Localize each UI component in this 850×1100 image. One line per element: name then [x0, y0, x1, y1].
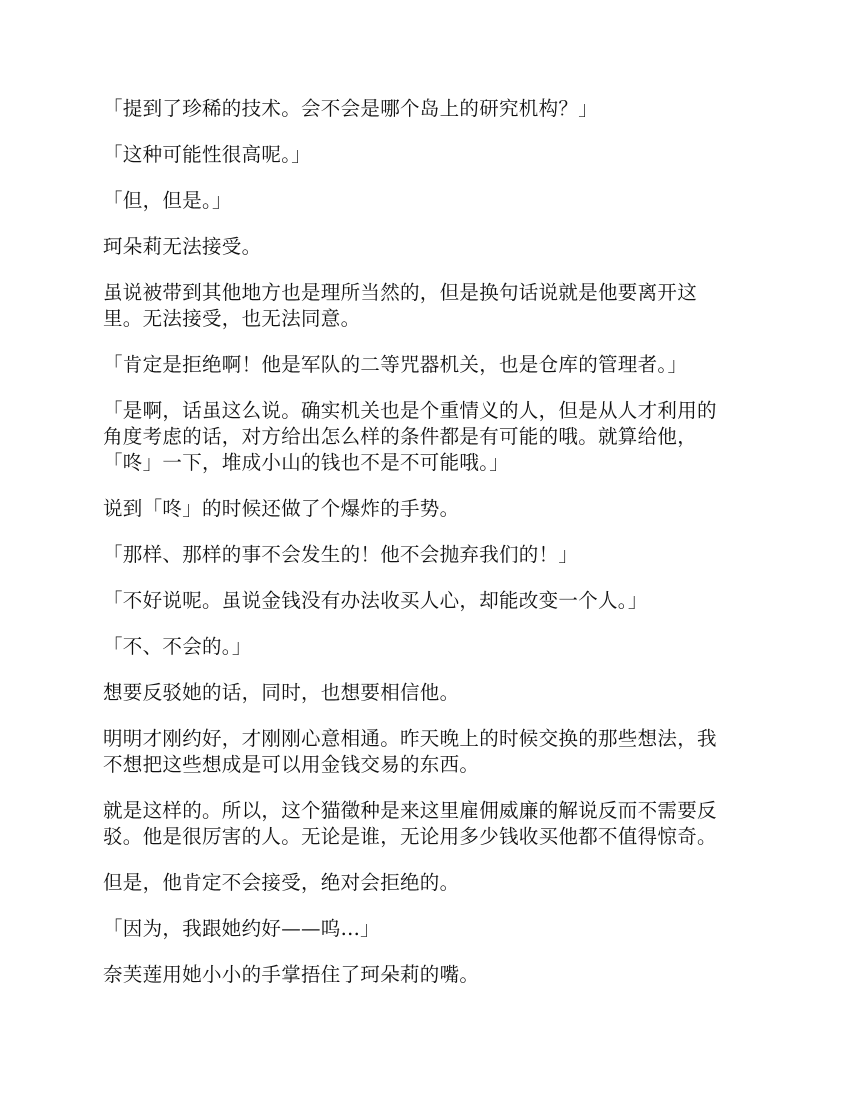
- paragraph: 但是，他肯定不会接受，绝对会拒绝的。: [103, 871, 460, 894]
- paragraph: 「不、不会的。」: [103, 635, 252, 658]
- paragraph: 珂朵莉无法接受。: [103, 235, 262, 258]
- paragraph: 说到「咚」的时候还做了个爆炸的手势。: [103, 497, 460, 520]
- paragraph: 「肯定是拒绝啊！他是军队的二等咒器机关，也是仓库的管理者。」: [103, 353, 688, 376]
- paragraph: 明明才刚约好，才刚刚心意相通。昨天晚上的时候交换的那些想法，我 不想把这些想成是可以用金钱交易的东西。: [103, 727, 717, 776]
- paragraph: 「提到了珍稀的技术。会不会是哪个岛上的研究机构？」: [103, 97, 599, 120]
- paragraph: 「这种可能性很高呢。」: [103, 143, 312, 166]
- text-column: [103, 96, 763, 1008]
- paragraph: 就是这样的。所以，这个猫徵种是来这里雇佣威廉的解说反而不需要反 驳。他是很厉害的人。无论是谁，无论用多少钱收买他都不值得惊奇。: [103, 799, 717, 848]
- paragraph: 「是啊，话虽这么说。确实机关也是个重情义的人，但是从人才利用的 角度考虑的话，对方给出怎么样的条件都是有可能的哦。就算给他， 「咚」一下，堆成小山的钱也不是不可能哦。」: [103, 399, 717, 474]
- paragraph: 「因为，我跟她约好——呜...」: [103, 917, 380, 940]
- paragraph: 虽说被带到其他地方也是理所当然的，但是换句话说就是他要离开这 里。无法接受，也无法同意。: [103, 281, 698, 330]
- paragraph: 「那样、那样的事不会发生的！他不会抛弃我们的！」: [103, 543, 579, 566]
- paragraph: 「不好说呢。虽说金钱没有办法收买人心，却能改变一个人。」: [103, 589, 648, 612]
- paragraph: 奈芙莲用她小小的手掌捂住了珂朵莉的嘴。: [103, 963, 480, 986]
- paragraph: 「但，但是。」: [103, 189, 232, 212]
- paragraph: 想要反驳她的话，同时，也想要相信他。: [103, 681, 460, 704]
